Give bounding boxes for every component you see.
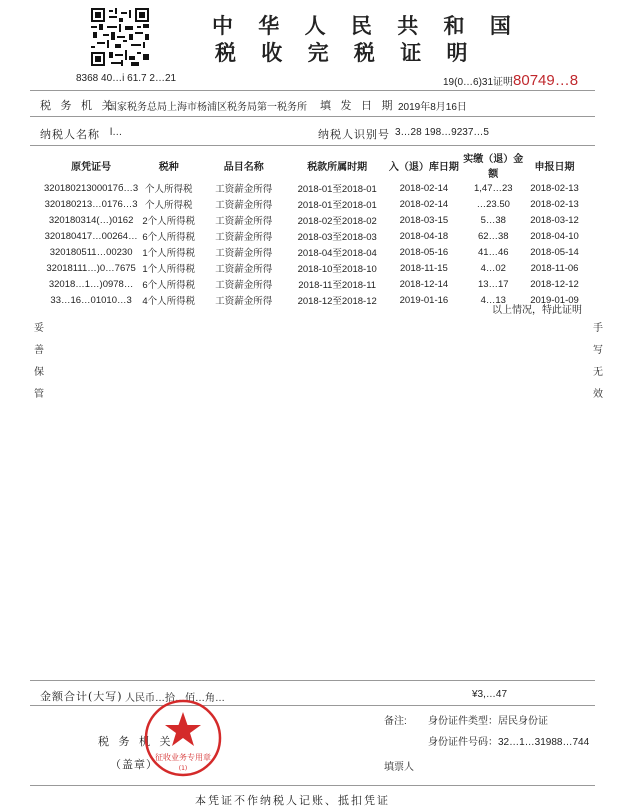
cell-amount: 4…13: [480, 294, 506, 306]
cell-amount: 1,47…23: [473, 182, 513, 194]
cell-tax-type: 1个人所得税: [142, 248, 196, 259]
taxpayer-id-label: 纳税人识别号: [318, 128, 390, 141]
cell-voucher-no: 32018021300017б…3: [44, 182, 139, 194]
cell-item-name: 工资薪金所得: [215, 280, 273, 291]
cell-tax-period: 2018-01至2018-01: [297, 200, 377, 211]
cell-declare-date: 2018-12-12: [530, 278, 579, 290]
cell-item-name: 工资薪金所得: [215, 184, 273, 195]
cell-tax-type: 个人所得税: [145, 200, 193, 211]
table-row: [44, 228, 584, 244]
cell-storage-date: 2019-01-16: [399, 294, 449, 306]
issue-date-label: 填 发 日 期: [320, 99, 396, 112]
cell-declare-date: 2018-11-06: [530, 262, 579, 274]
divider: [30, 680, 595, 681]
cell-tax-type: 6个人所得税: [142, 280, 196, 291]
cell-voucher-no: 33…16…01010…3: [50, 294, 132, 306]
cell-voucher-no: 32018111…)0…7675: [46, 262, 136, 274]
cell-voucher-no: 320180314(…)0162: [48, 214, 134, 226]
cell-voucher-no: 320180417…00264…: [44, 230, 138, 242]
divider: [30, 705, 595, 706]
certificate-number: [443, 72, 578, 89]
col-header-voucher-no: 原凭证号: [71, 161, 112, 173]
col-header-tax-type: 税种: [158, 161, 179, 173]
col-header-item-name: 品目名称: [223, 161, 264, 173]
cell-tax-period: 2018-03至2018-03: [297, 232, 377, 243]
divider: [30, 145, 595, 146]
vertical-char: 妥: [34, 323, 44, 334]
taxpayer-name-label: 纳税人名称: [40, 128, 100, 141]
table-row: [44, 212, 584, 228]
taxpayer-name-value: l…: [110, 127, 123, 138]
cell-item-name: 工资薪金所得: [215, 296, 273, 307]
vertical-char: 效: [593, 389, 603, 400]
cell-amount: 13…17: [477, 278, 509, 290]
total-amount-words: 人民币…拾…佰…角…: [125, 693, 225, 704]
official-stamp: [143, 698, 223, 778]
remark-label: 备注:: [384, 716, 407, 727]
handwritten-invalid-vertical-text: [592, 318, 604, 406]
col-header-storage-date: 入（退）库日期: [388, 161, 459, 173]
stamp-sub-text: (1): [178, 765, 188, 772]
cell-declare-date: 2018-02-13: [530, 182, 579, 194]
cell-amount: 4…02: [480, 262, 506, 274]
cell-storage-date: 2018-05-16: [399, 246, 449, 258]
cell-item-name: 工资薪金所得: [215, 264, 273, 275]
cell-item-name: 工资薪金所得: [215, 200, 273, 211]
table-header-row: [44, 150, 584, 180]
tax-office-seal-label: 税 务 机 关: [98, 735, 174, 748]
tax-office-value: 国家税务总局上海市杨浦区税务局第一税务所: [107, 102, 307, 113]
cell-tax-type: 1个人所得税: [142, 264, 196, 275]
table-row: [44, 196, 584, 212]
cell-tax-period: 2018-10至2018-10: [297, 264, 377, 275]
col-header-tax-period: 税款所属时期: [307, 161, 368, 173]
table-row: [44, 276, 584, 292]
document-title-line2: 税 收 完 税 证 明: [215, 40, 477, 65]
taxpayer-id-value: 3…28 198…9237…5: [395, 127, 489, 138]
cell-tax-type: 4个人所得税: [142, 296, 196, 307]
vertical-char: 手: [593, 323, 603, 334]
serial-number: 8368 40…i 61.7 2…21: [76, 73, 177, 84]
vertical-char: 无: [593, 367, 603, 378]
seal-label: （盖章）: [110, 758, 158, 771]
document-title-line1: 中 华 人 民 共 和 国: [212, 13, 520, 38]
issue-date-value: 2019年8月16日: [398, 102, 467, 113]
cell-amount: 5…38: [480, 214, 506, 226]
stamp-text: 征收业务专用章: [155, 753, 211, 762]
col-header-declare-date: 申报日期: [534, 161, 575, 173]
cell-item-name: 工资薪金所得: [215, 216, 273, 227]
cell-tax-type: 6个人所得税: [142, 232, 196, 243]
divider: [30, 785, 595, 786]
vertical-char: 保: [34, 367, 44, 378]
divider: [30, 90, 595, 91]
cell-storage-date: 2018-04-18: [399, 230, 449, 242]
footer-disclaimer: 本凭证不作纳税人记账、抵扣凭证: [195, 794, 390, 807]
cell-declare-date: 2018-04-10: [530, 230, 579, 242]
cell-tax-period: 2018-02至2018-02: [297, 216, 377, 227]
cell-tax-type: 个人所得税: [145, 184, 193, 195]
cell-tax-period: 2018-01至2018-01: [297, 184, 377, 195]
cell-tax-period: 2018-12至2018-12: [297, 296, 377, 307]
table-row: [44, 244, 584, 260]
vertical-char: 写: [593, 345, 603, 356]
table-row: [44, 260, 584, 276]
cell-voucher-no: 320180213…0176…3: [44, 198, 138, 210]
certificate-number-red: 80749…8: [513, 72, 579, 89]
cell-voucher-no: 32018…1…)0978…: [48, 278, 134, 290]
cell-declare-date: 2019-01-09: [530, 294, 579, 306]
cell-storage-date: 2018-03-15: [399, 214, 449, 226]
cell-declare-date: 2018-03-12: [530, 214, 579, 226]
keep-safe-vertical-text: [33, 318, 45, 406]
total-amount-label: 金额合计(大写): [40, 690, 123, 703]
cell-storage-date: 2018-12-14: [399, 278, 449, 290]
filler-label: 填票人: [384, 762, 414, 773]
vertical-char: 善: [34, 345, 44, 356]
certification-note: 以上情况，特此证明: [492, 305, 582, 316]
cell-voucher-no: 320180511…00230: [49, 246, 133, 258]
table-row: [44, 180, 584, 196]
cell-storage-date: 2018-02-14: [399, 182, 449, 194]
cell-declare-date: 2018-05-14: [530, 246, 579, 258]
id-type: 身份证件类型：居民身份证: [428, 716, 548, 727]
tax-office-label: 税 务 机 关: [40, 99, 116, 112]
cell-declare-date: 2018-02-13: [530, 198, 579, 210]
total-amount-number: ¥3,…47: [472, 689, 508, 700]
cell-storage-date: 2018-11-15: [399, 262, 448, 274]
qr-code: [91, 8, 149, 66]
cell-amount: …23.50: [476, 198, 510, 210]
cell-amount: 62…38: [477, 230, 509, 242]
vertical-char: 管: [34, 389, 44, 400]
cell-item-name: 工资薪金所得: [215, 248, 273, 259]
divider: [30, 116, 595, 117]
certificate-number-prefix: 19(0…6)31证明: [443, 77, 514, 88]
col-header-amount: 实缴（退）金额: [463, 154, 524, 180]
cell-amount: 41…46: [477, 246, 509, 258]
cell-tax-period: 2018-04至2018-04: [297, 248, 377, 259]
cell-storage-date: 2018-02-14: [399, 198, 449, 210]
cell-tax-period: 2018-11至2018-11: [298, 280, 377, 291]
tax-payment-table: [44, 150, 584, 308]
cell-tax-type: 2个人所得税: [142, 216, 196, 227]
id-number: 身份证件号码：32…1…31988…744: [428, 737, 590, 748]
cell-item-name: 工资薪金所得: [215, 232, 273, 243]
